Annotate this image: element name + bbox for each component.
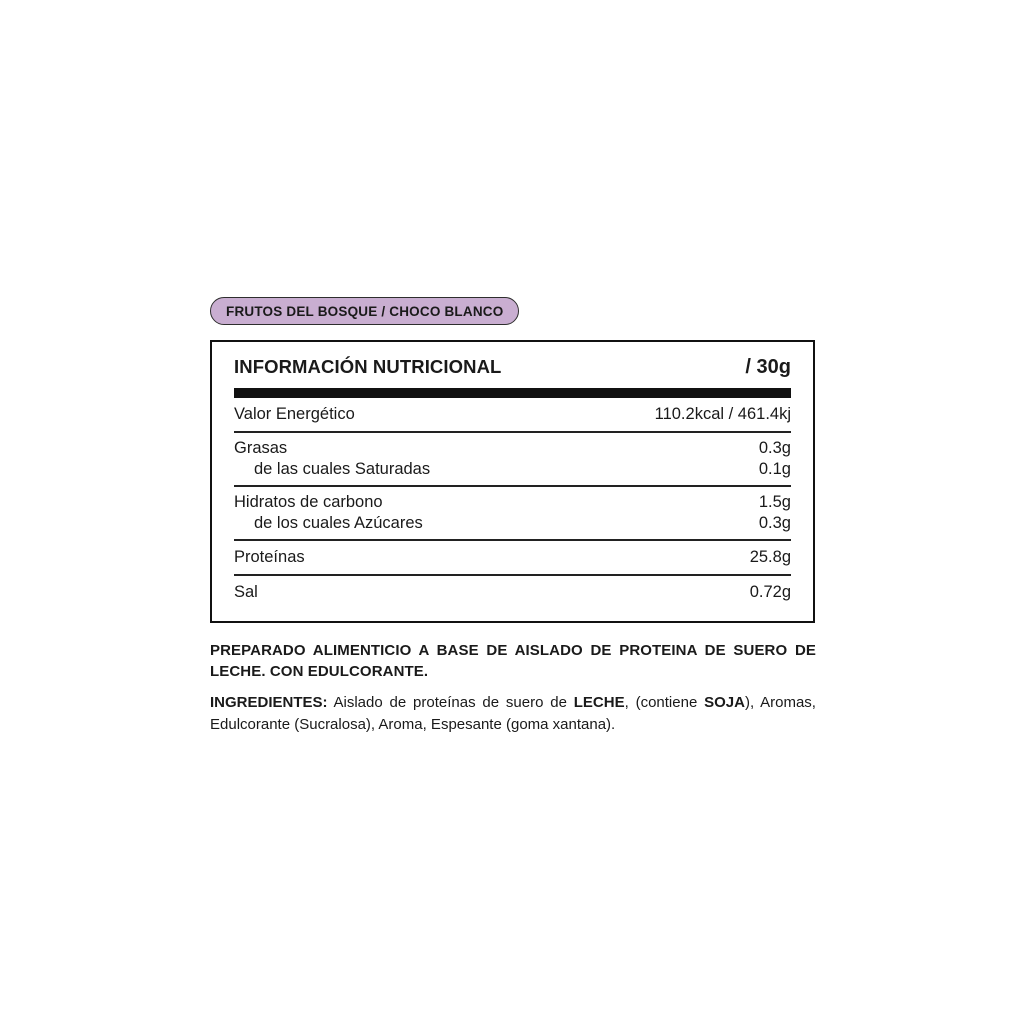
nutrient-row (234, 438, 791, 459)
allergen-soja: SOJA (704, 694, 745, 711)
nutrient-section-protein (234, 541, 791, 574)
nutrient-section-fats (234, 433, 791, 485)
nutrient-section-salt (234, 576, 791, 609)
nutrient-label: Valor Energético (234, 405, 355, 423)
nutrient-label: Hidratos de carbono (234, 493, 383, 511)
nutrient-value: 110.2kcal / 461.4kj (654, 405, 791, 423)
nutrition-title: INFORMACIÓN NUTRICIONAL (234, 356, 502, 377)
ingredients-text-segment: ), Aromas, Edulcorante (Sucralosa), Aroma, Espesante (goma xantana). (210, 694, 816, 733)
ingredients-text-segment: Aislado de proteínas de suero de (327, 694, 574, 711)
nutrient-row (234, 459, 791, 480)
serving-size: / 30g (745, 356, 791, 378)
header-divider-bar (234, 388, 791, 398)
nutrient-row (234, 582, 791, 603)
flavor-badge: FRUTOS DEL BOSQUE / CHOCO BLANCO (210, 297, 519, 325)
nutrient-label: Proteínas (234, 548, 305, 566)
nutrient-value: 0.3g (758, 439, 791, 457)
nutrient-value: 0.3g (758, 514, 791, 532)
nutrient-row (234, 492, 791, 513)
nutrient-value: 0.1g (758, 460, 791, 478)
nutrient-row (234, 404, 791, 425)
nutrient-label: Grasas (234, 439, 288, 457)
nutrient-section-energy (234, 398, 791, 431)
nutrient-row (234, 547, 791, 568)
product-description: PREPARADO ALIMENTICIO A BASE DE AISLADO DE PROTEINA DE SUERO DE LECHE. CON EDULCORANTE. (210, 642, 816, 680)
nutrition-panel-header (234, 352, 791, 378)
nutrient-label: Sal (234, 583, 258, 601)
nutrient-row (234, 513, 791, 534)
nutrient-label: de los cuales Azúcares (254, 514, 423, 532)
nutrient-value: 1.5g (758, 493, 791, 511)
ingredients-text-segment: , (contiene (624, 694, 705, 711)
ingredients-paragraph (210, 692, 816, 735)
ingredients-heading: INGREDIENTES: (210, 694, 328, 711)
nutrient-value: 0.72g (749, 583, 791, 601)
nutrient-value: 25.8g (749, 548, 791, 566)
nutrient-section-carbs (234, 487, 791, 539)
allergen-leche: LECHE (573, 694, 625, 711)
nutrition-panel (210, 340, 815, 623)
nutrient-label: de las cuales Saturadas (254, 460, 431, 478)
